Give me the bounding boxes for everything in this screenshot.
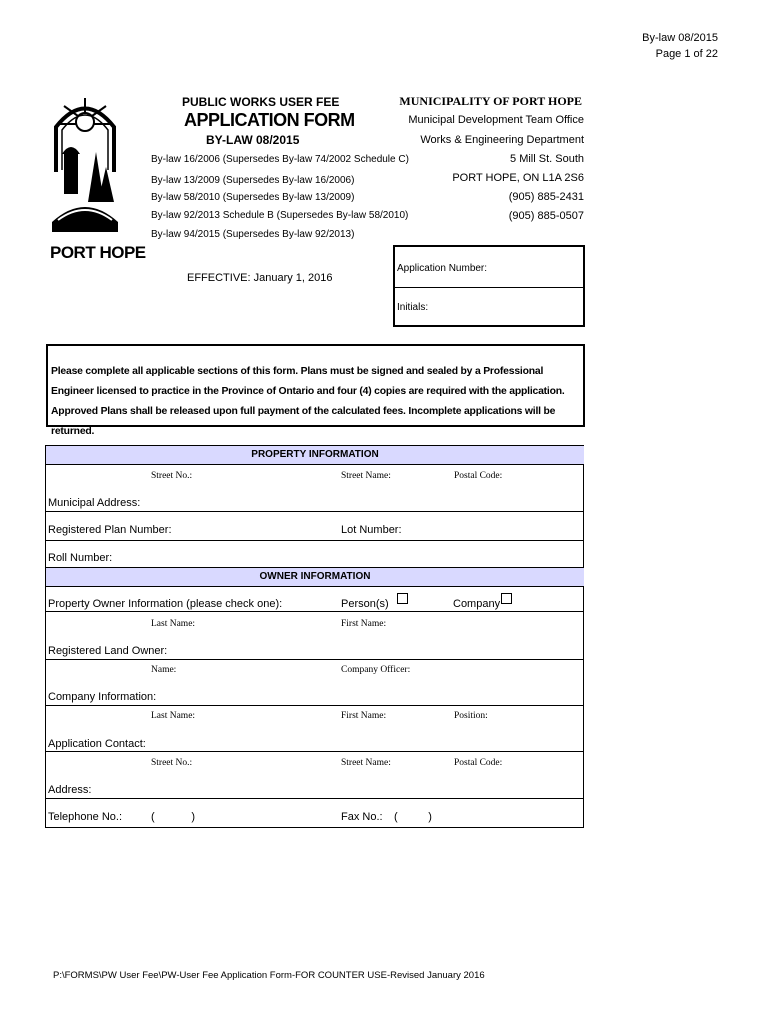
postal-code-label: Postal Code: bbox=[454, 471, 503, 481]
municipal-address-field[interactable] bbox=[150, 484, 580, 510]
bylaw-reference: By-law 08/2015 bbox=[642, 32, 718, 44]
effective-date: EFFECTIVE: January 1, 2016 bbox=[187, 272, 333, 284]
application-contact-field[interactable] bbox=[150, 724, 580, 750]
application-number-field[interactable] bbox=[465, 251, 581, 285]
company-officer-label: Company Officer: bbox=[341, 665, 411, 675]
page-number: Page 1 of 22 bbox=[655, 48, 718, 60]
bylaw-history-2: By-law 13/2009 (Supersedes By-law 16/2006) bbox=[151, 175, 355, 186]
bylaw-history-1: By-law 16/2006 (Supersedes By-law 74/2002 Schedule C) bbox=[151, 154, 409, 165]
address-label: Address: bbox=[48, 784, 92, 796]
lot-number-label: Lot Number: bbox=[341, 524, 402, 536]
initials-field[interactable] bbox=[435, 291, 581, 323]
street-name-label: Street Name: bbox=[341, 471, 391, 481]
instructions-text: Please complete all applicable sections of this form. Plans must be signed and sealed by a Professional Engineer licensed to practice in the Province of Ontario and four (4) copies are required with the application. Approved Plans shall be released upon full payment of the calculated fees. Incomplete applications will be returned. bbox=[51, 366, 565, 437]
contact-first-name-label: First Name: bbox=[341, 711, 387, 721]
bylaw-history-4: By-law 92/2013 Schedule B (Supersedes By-law 58/2010) bbox=[151, 210, 409, 221]
municipal-address-label: Municipal Address: bbox=[48, 497, 141, 509]
owner-type-label: Property Owner Information (please check one): bbox=[48, 598, 283, 610]
logo-text: PORT HOPE bbox=[50, 243, 146, 262]
telephone-label: Telephone No.: bbox=[48, 811, 122, 823]
footer-file-path: P:\FORMS\PW User Fee\PW-User Fee Application Form-FOR COUNTER USE-Revised January 2016 bbox=[53, 970, 485, 981]
street-no-label: Street No.: bbox=[151, 471, 193, 481]
instructions-box bbox=[46, 344, 585, 437]
registered-land-owner-field[interactable] bbox=[150, 632, 580, 658]
port-hope-logo bbox=[48, 92, 122, 262]
bylaw-history-5: By-law 94/2015 (Supersedes By-law 92/2013) bbox=[151, 229, 355, 240]
roll-number-label: Roll Number: bbox=[48, 552, 113, 564]
persons-checkbox[interactable] bbox=[397, 593, 408, 604]
bylaw-history-3: By-law 58/2010 (Supersedes By-law 13/2009) bbox=[151, 192, 355, 203]
persons-label: Person(s) bbox=[341, 598, 389, 610]
application-contact-label: Application Contact: bbox=[48, 738, 146, 750]
position-label: Position: bbox=[454, 711, 488, 721]
company-information-label: Company Information: bbox=[48, 691, 157, 703]
municipality-line-1: Municipal Development Team Office bbox=[408, 114, 584, 126]
address-postal-code-label: Postal Code: bbox=[454, 758, 503, 768]
registered-plan-label: Registered Plan Number: bbox=[48, 524, 172, 536]
company-information-field[interactable] bbox=[150, 678, 580, 704]
title-line2: APPLICATION FORM bbox=[184, 110, 355, 130]
office-use-box bbox=[393, 245, 585, 327]
municipality-fax: (905) 885-0507 bbox=[508, 210, 584, 222]
telephone-area-code: ( ) bbox=[151, 811, 195, 823]
initials-label: Initials: bbox=[397, 302, 429, 313]
fax-field[interactable] bbox=[440, 802, 580, 824]
name-label: Name: bbox=[151, 665, 177, 675]
application-number-label: Application Number: bbox=[397, 263, 488, 274]
municipality-name: MUNICIPALITY OF PORT HOPE bbox=[399, 94, 582, 108]
property-info-heading: PROPERTY INFORMATION bbox=[46, 446, 584, 465]
company-checkbox[interactable] bbox=[501, 593, 512, 604]
registered-land-owner-label: Registered Land Owner: bbox=[48, 645, 168, 657]
company-label: Company bbox=[453, 598, 501, 610]
contact-last-name-label: Last Name: bbox=[151, 711, 196, 721]
lot-number-field[interactable] bbox=[400, 514, 580, 538]
registered-plan-field[interactable] bbox=[150, 514, 336, 538]
first-name-label: First Name: bbox=[341, 619, 387, 629]
municipality-line-2: Works & Engineering Department bbox=[420, 134, 584, 146]
municipality-phone: (905) 885-2431 bbox=[508, 191, 584, 203]
address-street-no-label: Street No.: bbox=[151, 758, 193, 768]
fax-area-code: ( ) bbox=[394, 811, 432, 823]
last-name-label: Last Name: bbox=[151, 619, 196, 629]
owner-info-heading: OWNER INFORMATION bbox=[46, 567, 584, 587]
telephone-field[interactable] bbox=[200, 802, 336, 824]
title-line1: PUBLIC WORKS USER FEE bbox=[182, 95, 340, 109]
address-field[interactable] bbox=[150, 770, 580, 796]
address-street-name-label: Street Name: bbox=[341, 758, 391, 768]
fax-label: Fax No.: bbox=[341, 811, 383, 823]
municipality-line-4: PORT HOPE, ON L1A 2S6 bbox=[452, 172, 584, 184]
title-line3: BY-LAW 08/2015 bbox=[206, 133, 300, 147]
roll-number-field[interactable] bbox=[150, 543, 580, 565]
municipality-line-3: 5 Mill St. South bbox=[510, 153, 584, 165]
